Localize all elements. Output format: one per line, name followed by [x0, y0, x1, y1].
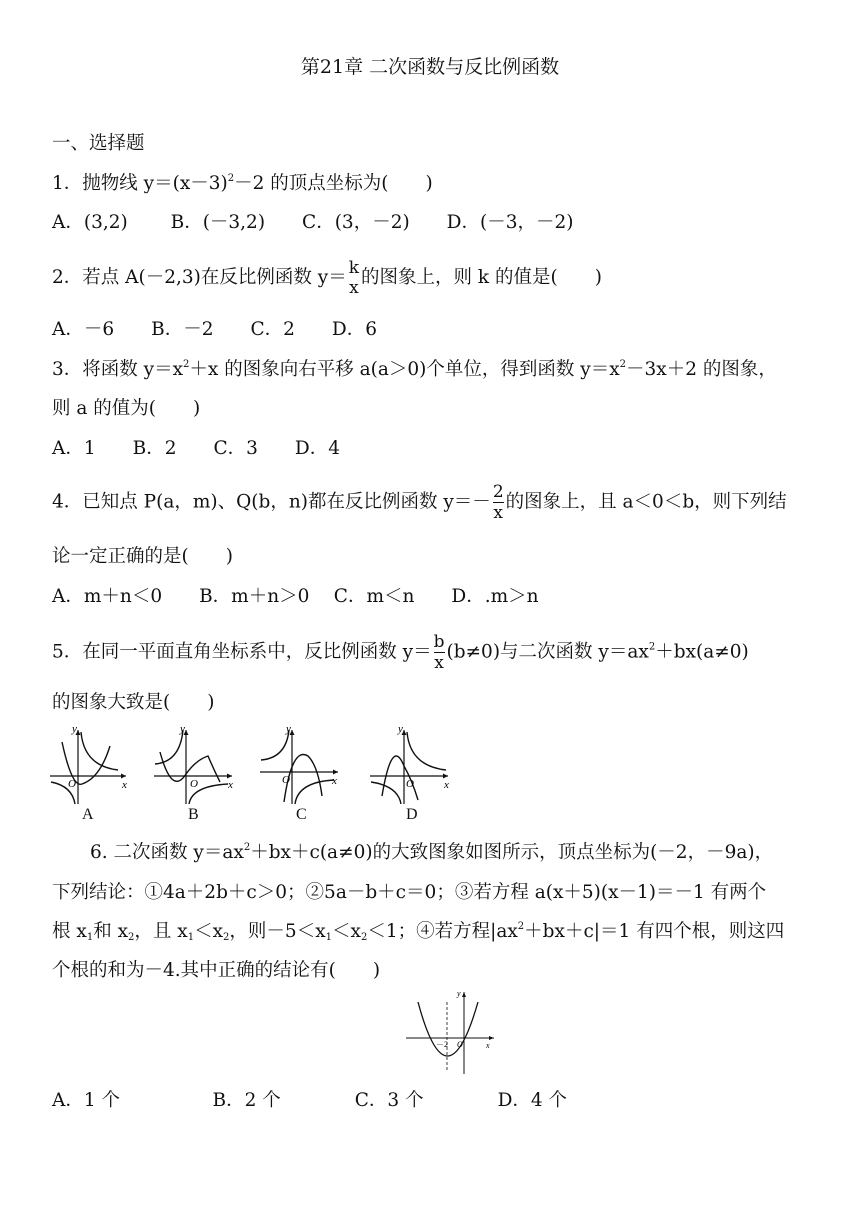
question-1-options: A．(3,2) B．(－3,2) C．(3，－2) D．(－3，－2) — [52, 212, 574, 233]
q6-graph-x-label: x — [486, 1041, 490, 1050]
q3-text-a: 3．将函数 y＝x — [52, 359, 184, 380]
graph-option-b — [152, 726, 236, 823]
q6-l3-f: ＜x — [332, 921, 361, 942]
q6-l3-b: 和 x — [93, 921, 129, 942]
question-6-line-4: 个根的和为－4.其中正确的结论有( ) — [52, 960, 381, 981]
question-6 — [90, 840, 773, 866]
q6-text-a: 6. 二次函数 y＝ax — [90, 842, 244, 863]
q3-sup-2: 2 — [619, 359, 627, 370]
q4-text-a: 4．已知点 P(a，m)、Q(b，n)都在反比例函数 y＝－ — [52, 491, 491, 513]
question-4-line-2: 论一定正确的是( ) — [52, 546, 233, 567]
q2-numerator: k — [348, 258, 360, 278]
graph-a-figure — [48, 726, 132, 806]
q5-text-a: 5．在同一平面直角坐标系中，反比例函数 y＝ — [52, 641, 432, 663]
graph-c-label: C — [296, 806, 307, 823]
graph-a-label: A — [82, 806, 94, 823]
question-4-options: A．m＋n＜0 B．m＋n＞0 C．m＜n D．.m＞n — [52, 586, 539, 607]
question-3-options: A．1 B．2 C．3 D．4 — [52, 438, 341, 459]
q2-text-b: 的图象上，则 k 的值是( ) — [361, 267, 602, 288]
q6-sub-1c: 1 — [325, 932, 333, 943]
graph-d-x-label: x — [444, 779, 449, 791]
question-4 — [52, 482, 787, 523]
q2-text-a: 2．若点 A(－2,3)在反比例函数 y＝ — [52, 267, 347, 288]
question-5 — [52, 632, 749, 673]
question-6-line-3 — [52, 919, 784, 945]
q4-numerator: 2 — [492, 482, 504, 502]
question-2 — [52, 258, 602, 298]
q3-text-b: ＋x 的图象向右平移 a(a＞0)个单位，得到函数 y＝x — [189, 359, 620, 380]
q1-text-b: －2 的顶点坐标为( ) — [234, 173, 433, 194]
q6-sub-2a: 2 — [128, 932, 135, 943]
graph-c-origin: O — [282, 774, 290, 786]
graph-a-y-label: y — [72, 726, 77, 735]
q6-sub-1a: 1 — [86, 932, 94, 943]
q5-sup: 2 — [648, 641, 656, 653]
q6-l3-a: 根 x — [52, 921, 87, 942]
q6-sup-1: 2 — [243, 842, 251, 853]
q4-denominator: x — [493, 503, 504, 523]
q3-sup-1: 2 — [183, 359, 190, 370]
graph-b-figure — [152, 726, 236, 806]
question-3-line-2: 则 a 的值为( ) — [52, 398, 201, 419]
q2-fraction — [349, 258, 359, 298]
graph-d-origin: O — [406, 778, 414, 790]
page-title: 第21章 二次函数与反比例函数 — [300, 56, 560, 78]
q6-sub-1b: 1 — [187, 932, 195, 943]
graph-c-x-label: x — [332, 775, 337, 787]
q1-text-a: 1．抛物线 y＝(x－3) — [52, 173, 228, 194]
question-6-options: A．1 个 B．2 个 C．3 个 D．4 个 — [52, 1090, 568, 1111]
section-heading: 一、选择题 — [52, 133, 145, 154]
question-5-line-2: 的图象大致是( ) — [52, 692, 215, 713]
q6-sup-2: 2 — [517, 921, 525, 932]
question-2-options: A．－6 B．－2 C．2 D．6 — [52, 319, 378, 340]
question-6-line-2: 下列结论：①4a＋2b＋c＞0；②5a－b＋c＝0；③若方程 a(x＋5)(x－1)＝－1 有两个 — [52, 882, 767, 903]
q2-denominator: x — [349, 278, 359, 298]
q5-fraction — [434, 632, 445, 673]
q6-parabola-figure — [402, 986, 498, 1076]
q5-text-c: ＋bx(a≠0) — [655, 641, 749, 663]
graph-c-figure — [258, 726, 342, 806]
graph-d-y-label: y — [398, 726, 403, 735]
graph-option-d — [368, 726, 452, 823]
graph-b-y-label: y — [180, 726, 185, 735]
graph-d-label: D — [406, 806, 418, 823]
q6-l3-g: ＜1；④若方程|ax — [367, 921, 518, 942]
q5-denominator: x — [434, 653, 444, 673]
graph-b-x-label: x — [228, 779, 233, 791]
graph-b-origin: O — [190, 778, 198, 790]
graph-a-x-label: x — [122, 779, 127, 791]
q6-sub-2c: 2 — [360, 932, 368, 943]
q6-l3-e: ，则－5＜x — [229, 921, 326, 942]
q4-fraction — [493, 482, 504, 523]
graph-a-origin: O — [68, 778, 76, 790]
q5-text-b: (b≠0)与二次函数 y＝ax — [446, 641, 649, 663]
q6-l3-d: ＜x — [194, 921, 224, 942]
question-3 — [52, 357, 777, 383]
q6-graph-origin: O — [457, 1040, 463, 1049]
q4-text-b: 的图象上，且 a＜0＜b，则下列结 — [505, 491, 787, 513]
q6-graph-y-label: y — [457, 989, 461, 998]
q6-sub-2b: 2 — [223, 932, 230, 943]
graph-c-y-label: y — [286, 726, 291, 735]
q6-graph-tick: －2 — [436, 1040, 448, 1049]
graph-option-a — [48, 726, 132, 823]
q6-parabola-graph — [402, 986, 498, 1080]
q6-text-b: ＋bx＋c(a≠0)的大致图象如图所示，顶点坐标为(－2，－9a)， — [250, 842, 774, 863]
q6-l3-c: ，且 x — [134, 921, 188, 942]
q1-sup: 2 — [227, 173, 235, 184]
q5-numerator: b — [433, 632, 445, 652]
q6-l3-h: ＋bx＋c|＝1 有四个根，则这四 — [524, 921, 785, 942]
graph-option-c — [258, 726, 342, 823]
graph-b-label: B — [188, 806, 199, 823]
q3-text-c: －3x＋2 的图象， — [626, 359, 777, 380]
question-1 — [52, 171, 433, 197]
graph-d-figure — [368, 726, 452, 806]
